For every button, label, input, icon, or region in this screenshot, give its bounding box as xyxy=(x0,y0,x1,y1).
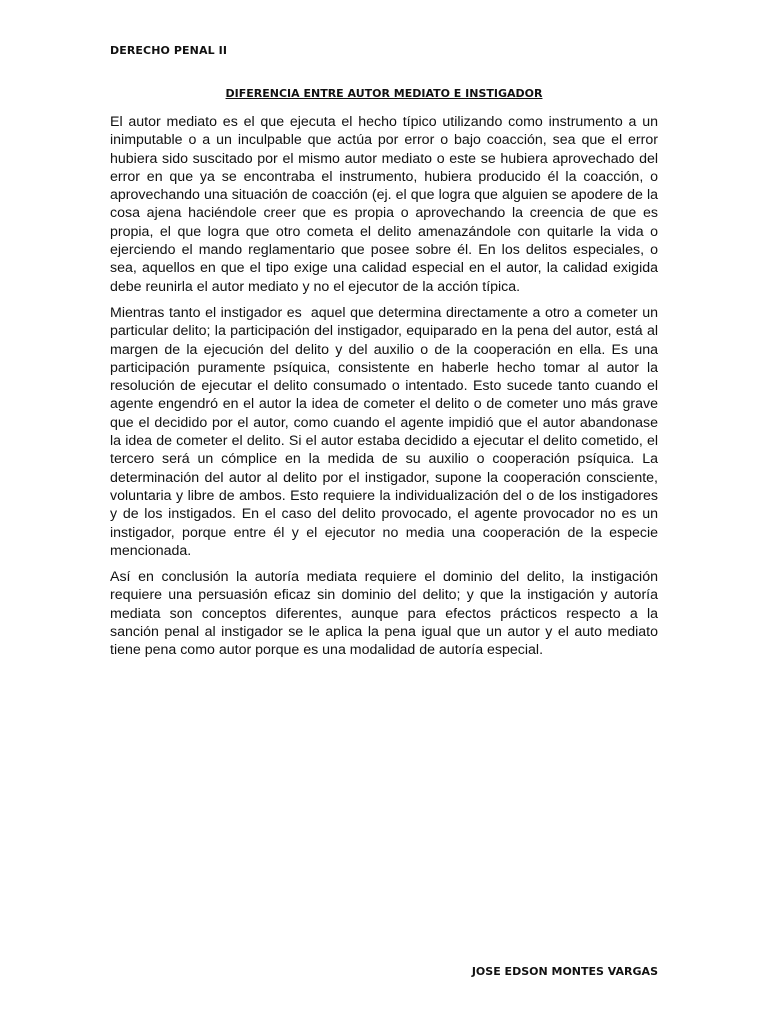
page-header-course: DERECHO PENAL II xyxy=(110,44,228,57)
paragraph-autor-mediato: El autor mediato es el que ejecuta el hecho típico utilizando como instrumento a un inimputable o a un inculpable que actúa por error o bajo coacción, sea que el error hubiera sido suscitado por el mismo autor mediato o este se hubiera aprovechado del error en que ya se encontraba el instrumento, hubiera producido él la coacción, o aprovechando una situación de coacción (ej. el que logra que alguien se apodere de la cosa ajena haciéndole creer que es propia o aprovechando la creencia de que es propia, el que logra que otro cometa el delito amenazándole con quitarle la vida o ejerciendo el mando reglamentario que posee sobre él. En los delitos especiales, o sea, aquellos en que el tipo exige una calidad especial en el autor, la calidad exigida debe reunirla el autor mediato y no el ejecutor de la acción típica. xyxy=(110,114,662,295)
document-body xyxy=(110,113,662,668)
paragraph-instigador: Mientras tanto el instigador es aquel que determina directamente a otro a cometer un particular delito; la participación del instigador, equiparado en la pena del autor, está al margen de la ejecución del delito y del auxilio o de la cooperación en ella. Es una participación puramente psíquica, consistente en haberle hecho tomar al autor la resolución de ejecutar el delito consumado o intentado. Esto sucede tanto cuando el agente engendró en el autor la idea de cometer el delito o de cometer uno más grave que el decidido por el autor, como cuando el agente impidió que el autor abandonase la idea de cometer el delito. Si el autor estaba decidido a ejecutar el delito cometido, el tercero será un cómplice en la medida de su auxilio o cooperación psíquica. La determinación del autor al delito por el instigador, supone la cooperación consciente, voluntaria y libre de ambos. Esto requiere la individualización del o de los instigadores y de los instigados. En el caso del delito provocado, el agente provocador no es un instigador, porque entre él y el ejecutor no media una cooperación de la especie mencionada. xyxy=(110,304,662,559)
paragraph-conclusion: Así en conclusión la autoría mediata requiere el dominio del delito, la instigación requiere una persuasión eficaz sin dominio del delito; y que la instigación y autoría mediata son conceptos diferentes, aunque para efectos prácticos respecto a la sanción penal al instigador se le aplica la pena igual que un autor y el auto mediato tiene pena como autor porque es una modalidad de autoría especial. xyxy=(110,569,662,659)
page-footer-author: JOSE EDSON MONTES VARGAS xyxy=(471,965,658,978)
document-title: DIFERENCIA ENTRE AUTOR MEDIATO E INSTIGADOR xyxy=(225,87,543,100)
